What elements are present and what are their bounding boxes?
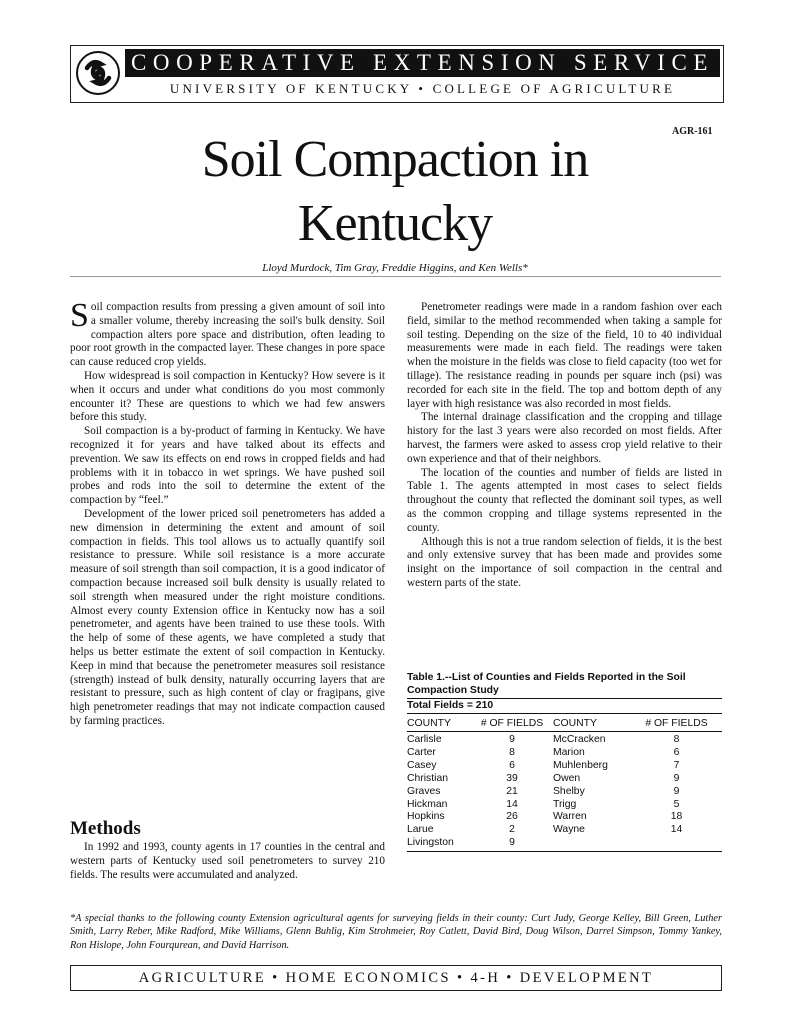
paragraph: How widespread is soil compaction in Kentucky? How severe is it when it occurs and under what conditions do you most commonly encounter it? These are questions to which we had few answers before this study. [70,369,385,424]
county-cell: Muhlenberg [553,759,608,771]
table-header-row [407,714,722,732]
left-column [70,297,385,729]
county-cell: Hopkins [407,811,445,823]
fields-cell: 5 [673,798,680,810]
table-body [407,732,722,852]
paragraph: Although this is not a true random selection of fields, it is the best and only extensive survey that has been made and provides some insight on the importance of soil compaction in the central and western parts of the state. [407,535,722,589]
county-cell: Christian [407,772,448,784]
fields-column-b [631,734,722,850]
county-column-a [407,734,471,850]
fields-cell: 26 [506,811,518,823]
county-cell: Owen [553,772,581,784]
county-cell: Hickman [407,798,448,810]
fields-cell: 6 [509,759,515,771]
county-cell: Carlisle [407,734,442,745]
title-line-2: Kentucky [297,195,493,252]
county-cell: Graves [407,785,441,797]
paragraph: Soil compaction is a by-product of farming in Kentucky. We have recognized it for years and have talked about its effects and prevention. We saw its effects on end rows in cropped fields and had problems with it in tobacco in wet springs. We have pushed soil probes and rods into the soil to determine the extent of the compaction by “feel.” [70,425,385,507]
county-fields-table [407,672,722,852]
fields-cell: 14 [670,824,683,836]
paragraph: Penetrometer readings were made in a random fashion over each field, similar to the method recommended when taking a sample for soil testing. Depending on the size of the field, 10 to 40 individual measurements were made in each field. The readings were taken when the moisture in the fields was close to field capacity (too wet for tillage). The resistance reading in pounds per square inch (psi) was recorded for each site in the field. The top and bottom depth of any layer with high resistance was also recorded in most fields. [407,301,722,410]
methods-section [70,841,385,882]
dropcap: S [70,297,89,334]
county-cell: Livingston [407,837,454,849]
paragraph: In 1992 and 1993, county agents in 17 counties in the central and western parts of Kentucky used soil penetrometers to survey 210 fields. The results were accumulated and analyzed. [70,841,385,881]
fields-cell: 9 [673,772,680,784]
fields-cell: 2 [509,824,515,836]
fields-cell: 9 [509,734,515,745]
county-cell: Trigg [553,798,577,810]
county-cell: Larue [407,824,434,836]
footer-banner: AGRICULTURE • HOME ECONOMICS • 4-H • DEVELOPMENT [70,965,722,991]
fields-cell: 9 [509,837,515,849]
fields-cell: 14 [506,798,518,810]
page-title [130,128,660,256]
fields-cell: 18 [670,811,683,823]
paragraph: Development of the lower priced soil penetrometers has added a new dimension in determining the extent and amount of soil compaction in fields. This tool allows us to actually quantify soil resistance to pressure. While soil resistance is a more accurate measure of soil strength than soil compaction, it is a good indicator of compaction because increased soil bulk density is usually related to soil strength when measured under the right moisture conditions. Almost every county Extension office in Kentucky now has a soil penetrometer, and agents have been trained to use these tools. With the help of some of these agents, we have completed a study that helps us better estimate the extent of soil compaction in Kentucky. Keep in mind that because the penetrometer measures soil resistance (strength) instead of bulk density, naturally occurring layers that are resistant to pressure, such as high content of clay or fragipans, give high penetrometer readings that may not indicate compaction caused by farming practices. [70,507,385,727]
column-header: # OF FIELDS [645,718,708,729]
fields-cell: 6 [673,746,680,758]
authors: Lloyd Murdock, Tim Gray, Freddie Higgins, and Ken Wells* [262,262,528,274]
paragraph: The internal drainage classification and the cropping and tillage history for the last 3 years were also recorded on most fields. After harvest, the farmers were asked to assess crop yield relative to their own experience and that of their neighbors. [407,411,722,465]
acknowledgment-footnote: *A special thanks to the following county Extension agricultural agents for surveying fields in their county: Curt Judy, George Kelley, Bill Green, Luther Smith, Larry Reber, Mike Radford, Mike Williams, Glenn Buhlig, Kim Strohmeier, Roy Catlett, David Bird, Doug Wilson, Darrel Simpson, Tommy Yankey, Ron Hislope, John Fourqurean, and David Harrison. [70,913,722,951]
fields-cell: 8 [673,734,680,745]
county-cell: Warren [553,811,587,823]
fields-cell: 21 [506,785,518,797]
county-cell: Casey [407,759,437,771]
right-column [407,301,722,591]
county-cell: Marion [553,746,585,758]
doc-code: AGR-161 [672,126,713,137]
ces-logo-icon [73,48,123,98]
fields-cell: 7 [673,759,680,771]
org-title: COOPERATIVE EXTENSION SERVICE [125,49,720,77]
paragraph: Soil compaction results from pressing a given amount of soil into a smaller volume, thereby increasing the soil's bulk density. Soil compaction alters pore space and distribution, often leading to poor root growth in the compacted layer. These changes in pore space can cause reduced crop yields. [70,297,385,369]
county-cell: Shelby [553,785,585,797]
county-column-b [553,734,631,850]
fields-column-a [471,734,553,850]
title-divider [70,276,721,277]
column-header: COUNTY [553,718,597,729]
masthead [70,45,724,103]
county-cell: Wayne [553,824,585,836]
column-header: # OF FIELDS [480,718,544,729]
column-header: COUNTY [407,718,451,729]
table-title: Table 1.--List of Counties and Fields Reported in the Soil Compaction Study [407,672,686,696]
fields-cell: 8 [509,746,515,758]
paragraph: The location of the counties and number of fields are listed in Table 1. The agents attempted in most cases to select fields throughout the county that reflected the dominant soil types, as well as the common cropping and tillage systems represented in the county. [407,466,722,534]
table-total: Total Fields = 210 [407,698,722,714]
title-line-1: Soil Compaction in [201,131,589,188]
county-cell: McCracken [553,734,606,745]
methods-heading: Methods [70,818,141,839]
fields-cell: 39 [506,772,518,784]
org-subtitle: UNIVERSITY OF KENTUCKY • COLLEGE OF AGRICULTURE [169,81,676,96]
county-cell: Carter [407,746,436,758]
fields-cell: 9 [673,785,680,797]
